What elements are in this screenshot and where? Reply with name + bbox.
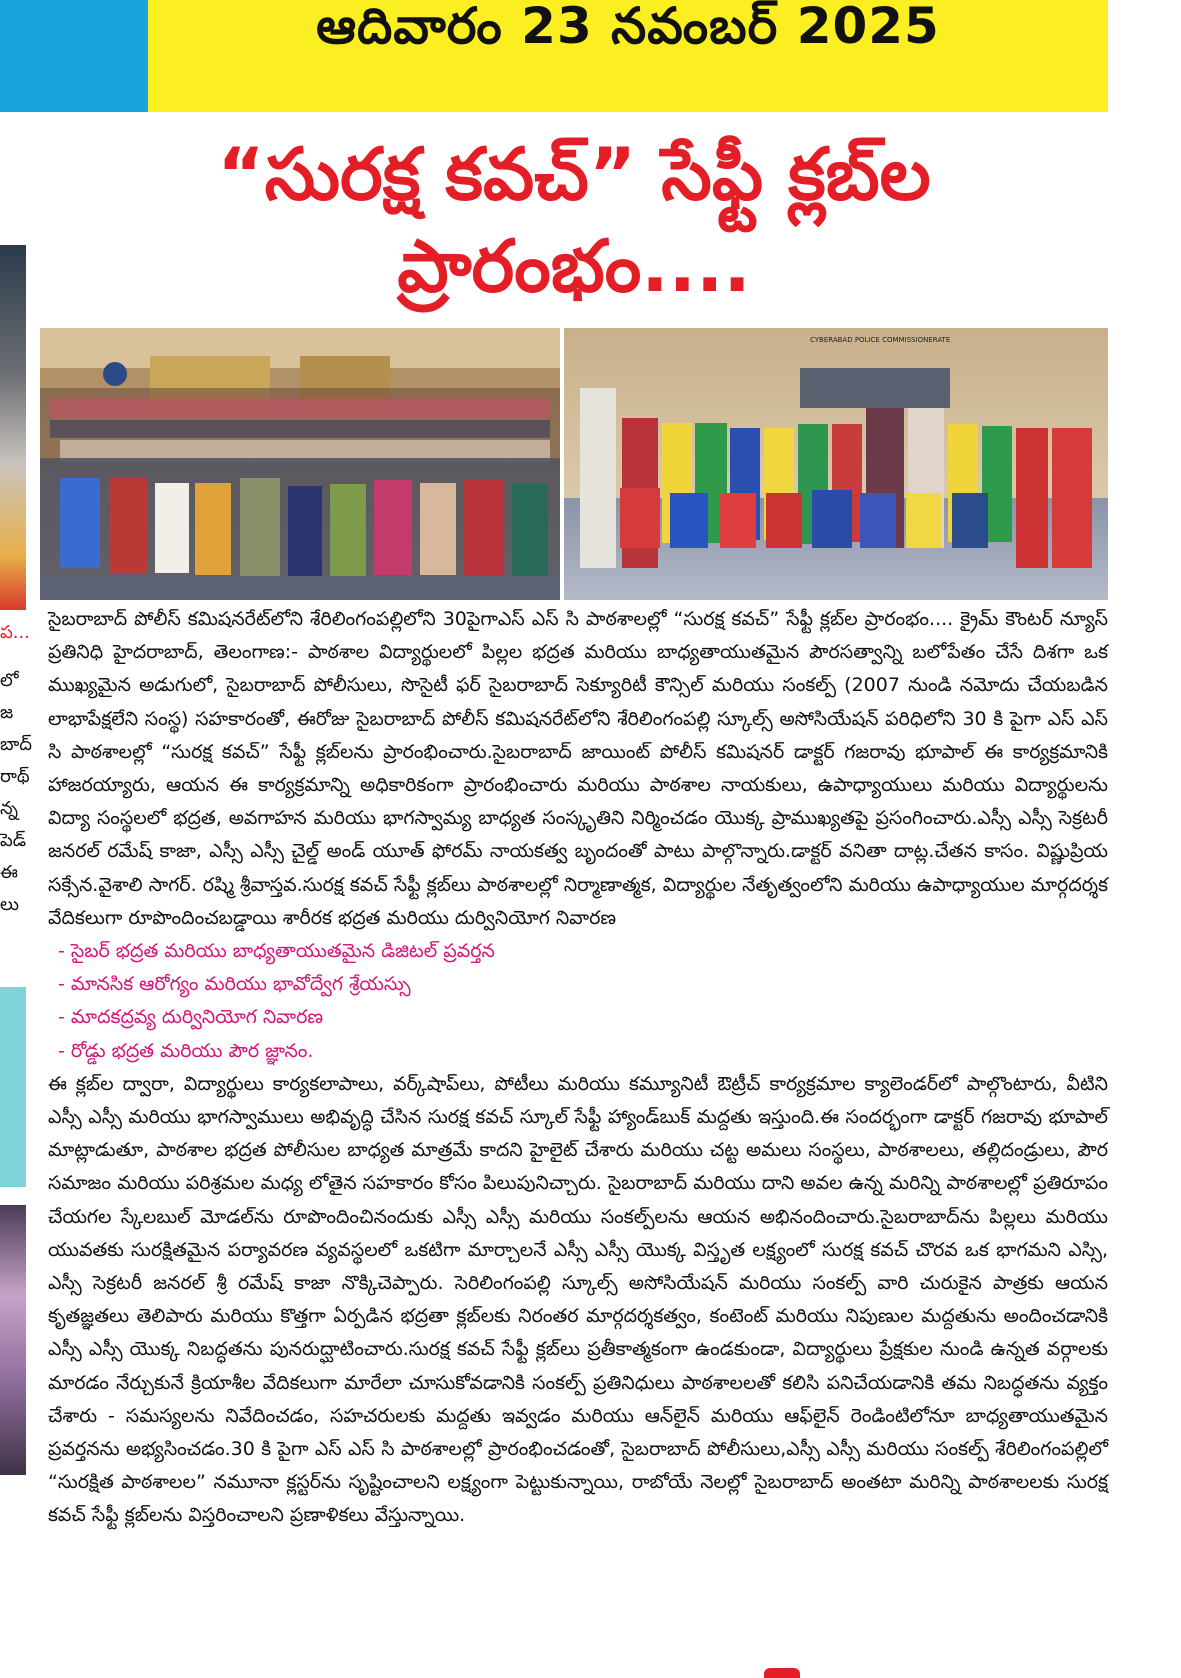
article-paragraph-2: ఈ క్లబ్‌ల ద్వారా, విద్యార్థులు కార్యకలాపాలు, వర్క్‌షాప్‌లు, పోటీలు మరియు కమ్యూనిటీ ఔట్రీచ్ కార్యక్రమాల క్యాలెండర్‌లో పాల్గొంటారు, వీటిని ఎస్సీ ఎస్సీ మరియు భాగస్వాములు అభివృద్ధి చేసిన సురక్ష కవచ్ స్కూల్ సేఫ్టీ హ్యాండ్‌బుక్ మద్దతు ఇస్తుంది.ఈ సందర్భంగా డాక్టర్ గజరావు భూపాల్ మాట్లాడుతూ, పాఠశాల భద్రత పోలీసుల బాధ్యత మాత్రమే కాదని హైలైట్ చేశారు మరియు చట్ట అమలు సంస్థలు, పాఠశాలలు, తల్లిదండ్రులు, పౌర సమాజం మరియు పరిశ్రమల మధ్య లోతైన సహకారం కోసం పిలుపునిచ్చారు. సైబరాబాద్ మరియు దాని అవల ఉన్న మరిన్ని పాఠశాలల్లో ప్రతిరూపం చేయగల స్కేలబుల్ మోడల్‌ను రూపొందించినందుకు ఎస్సీ ఎస్సీ మరియు సంకల్ప్‌లను ఆయన అభినందించారు.సైబరాబాద్‌ను పిల్లలు మరియు యువతకు సురక్షితమైన పర్యావరణ వ్యవస్థలలో ఒకటిగా మార్చాలనే ఎస్సీ ఎస్సీ యొక్క విస్తృత లక్ష్యంలో సురక్ష కవచ్ చొరవ ఒక భాగమని ఎస్సి, ఎస్సీ సెక్రటరీ జనరల్ శ్రీ రమేష్ కాజా నొక్కిచెప్పారు. సెరిలింగంపల్లి స్కూల్స్ అసోసియేషన్ మరియు సంకల్ప్ వారి చురుకైన పాత్రకు ఆయన కృతజ్ఞతలు తెలిపారు మరియు కొత్తగా ఏర్పడిన భద్రతా క్లబ్‌లకు నిరంతర మార్గదర్శకత్వం, కంటెంట్ మరియు నిపుణుల మద్దతును అందించడానికి ఎస్సీ ఎస్సీ యొక్క నిబద్ధతను పునరుద్ఘాటించారు.సురక్ష కవచ్ సేఫ్టీ క్లబ్‌లు ప్రతీకాత్మకంగా ఉండకుండా, విద్యార్థులు ప్రేక్షకుల నుండి ఉన్నత వర్గాలకు మారడం నేర్చుకునే క్రియాశీల వేదికలుగా మారేలా చూసుకోవడానికి సంకల్ప్ ప్రతినిధులు పాఠశాలలతో కలిసి పనిచేయడానికి తమ నిబద్ధతను వ్యక్తం చేశారు - సమస్యలను నివేదించడం, సహచరులకు మద్దతు ఇవ్వడం మరియు ఆన్‌లైన్ మరియు ఆఫ్‌లైన్ రెండింటిలోనూ బాధ్యతాయుతమైన ప్రవర్తనను అభ్యసించడం.30 కి పైగా ఎస్ ఎస్ సి పాఠశాలల్లో ప్రారంభించడంతో, సైబరాబాద్ పోలీసులు,ఎస్సీ ఎస్సీ మరియు సంకల్ప్ శేరిలింగంపల్లిలో “సురక్షిత పాఠశాలల” నమూనా క్లస్టర్‌ను సృష్టించాలని లక్ష్యంగా పెట్టుకున్నాయి, రాబోయే నెలల్లో సైబరాబాద్ అంతటా మరిన్ని పాఠశాలలకు సురక్ష కవచ్ సేఫ్టీ క్లబ్‌లను విస్తరించాలని ప్రణాళికలు వేస్తున్నాయి. xyxy=(48,1072,1108,1527)
masthead-date-band xyxy=(148,0,1108,112)
masthead-date: ఆదివారం 23 నవంబర్ 2025 xyxy=(316,0,940,55)
article-bullet: - సైబర్ భద్రత మరియు బాధ్యతాయుతమైన డిజిటల్ ప్రవర్తన xyxy=(48,935,1108,968)
masthead-corner-block xyxy=(0,0,148,112)
event-photo xyxy=(40,328,1108,600)
page-bottom-tab xyxy=(764,1668,800,1678)
headline-line-1: “సురక్ష కవచ్” సేఫ్టీ క్లబ్‌ల xyxy=(217,132,931,216)
headline-line-2: ప్రారంభం.... xyxy=(397,224,751,308)
article-bullet: - రోడ్డు భద్రత మరియు పౌర జ్ఞానం. xyxy=(48,1035,1108,1068)
article-bullet: - మానసిక ఆరోగ్యం మరియు భావోద్వేగ శ్రేయస్సు xyxy=(48,968,1108,1001)
adjacent-cyan-block xyxy=(0,987,26,1187)
adjacent-text-fragments: ప... లో జ బాద్ రాథ్ న్న పెడ్ ఈ లు xyxy=(0,622,33,915)
adjacent-photo-officer xyxy=(0,245,26,610)
adjacent-photo-2 xyxy=(0,1205,26,1475)
crowd-left xyxy=(40,388,560,578)
adjacent-column-fragment xyxy=(0,245,33,1645)
article-bullet-list xyxy=(48,935,1108,1068)
article-bullet: - మాదకద్రవ్య దుర్వినియోగ నివారణ xyxy=(48,1001,1108,1034)
photo-banner-text: CYBERABAD POLICE COMMISSIONERATE xyxy=(810,336,951,344)
headline xyxy=(40,128,1108,312)
article-body xyxy=(48,603,1108,1533)
article-paragraph-1: సైబరాబాద్ పోలీస్ కమిషనరేట్‌లోని శేరిలింగంపల్లిలోని 30పైగాఎస్ ఎస్ సి పాఠశాలల్లో “సురక్ష కవచ్” సేఫ్టీ క్లబ్‌ల ప్రారంభం.... క్రైమ్ కౌంటర్ న్యూస్ ప్రతినిధి హైదరాబాద్, తెలంగాణ:- పాఠశాల విద్యార్థులలో పిల్లల భద్రత మరియు బాధ్యతాయుతమైన పౌరసత్వాన్ని బలోపేతం చేసే దిశగా ఒక ముఖ్యమైన అడుగులో, సైబరాబాద్ పోలీసులు, సొసైటీ ఫర్ సైబరాబాద్ సెక్యూరిటీ కౌన్సిల్ మరియు సంకల్ప్ (2007 నుండి నమోదు చేయబడిన లాభాపేక్షలేని సంస్థ) సహకారంతో, ఈరోజు సైబరాబాద్ పోలీస్ కమిషనరేట్‌లోని శేరిలింగంపల్లి స్కూల్స్ అసోసియేషన్ పరిధిలోని 30 కి పైగా ఎస్ ఎస్ సి పాఠశాలల్లో “సురక్ష కవచ్” సేఫ్టీ క్లబ్‌లను ప్రారంభించారు.సైబరాబాద్ జాయింట్ పోలీస్ కమిషనర్ డాక్టర్ గజరావు భూపాల్ ఈ కార్యక్రమానికి హాజరయ్యారు, ఆయన ఈ కార్యక్రమాన్ని అధికారికంగా ప్రారంభించారు మరియు పాఠశాల నాయకులు, ఉపాధ్యాయులు మరియు విద్యార్థులను విద్యా సంస్థలలో భద్రత, అవగాహన మరియు భాగస్వామ్య బాధ్యత సంస్కృతిని నిర్మించడం యొక్క ప్రాముఖ్యతపై ప్రసంగించారు.ఎస్సీ ఎస్సీ సెక్రటరీ జనరల్ రమేష్ కాజా, ఎస్సీ ఎస్సీ చైల్డ్ అండ్ యూత్ ఫోరమ్ నాయకత్వ బృందంతో పాటు పాల్గొన్నారు.డాక్టర్ వనితా దాట్ల.చేతన కాసం. విష్ణుప్రియ సక్సేన.వైశాలి సాగర్. రష్మి శ్రీవాస్తవ.సురక్ష కవచ్ సేఫ్టీ క్లబ్‌లు పాఠశాలల్లో నిర్మాణాత్మక, విద్యార్థుల నేతృత్వంలోని మరియు ఉపాధ్యాయుల మార్గదర్శక వేదికలుగా రూపొందించబడ్డాయి శారీరక భద్రత మరియు దుర్వినియోగ నివారణ xyxy=(48,608,1108,929)
